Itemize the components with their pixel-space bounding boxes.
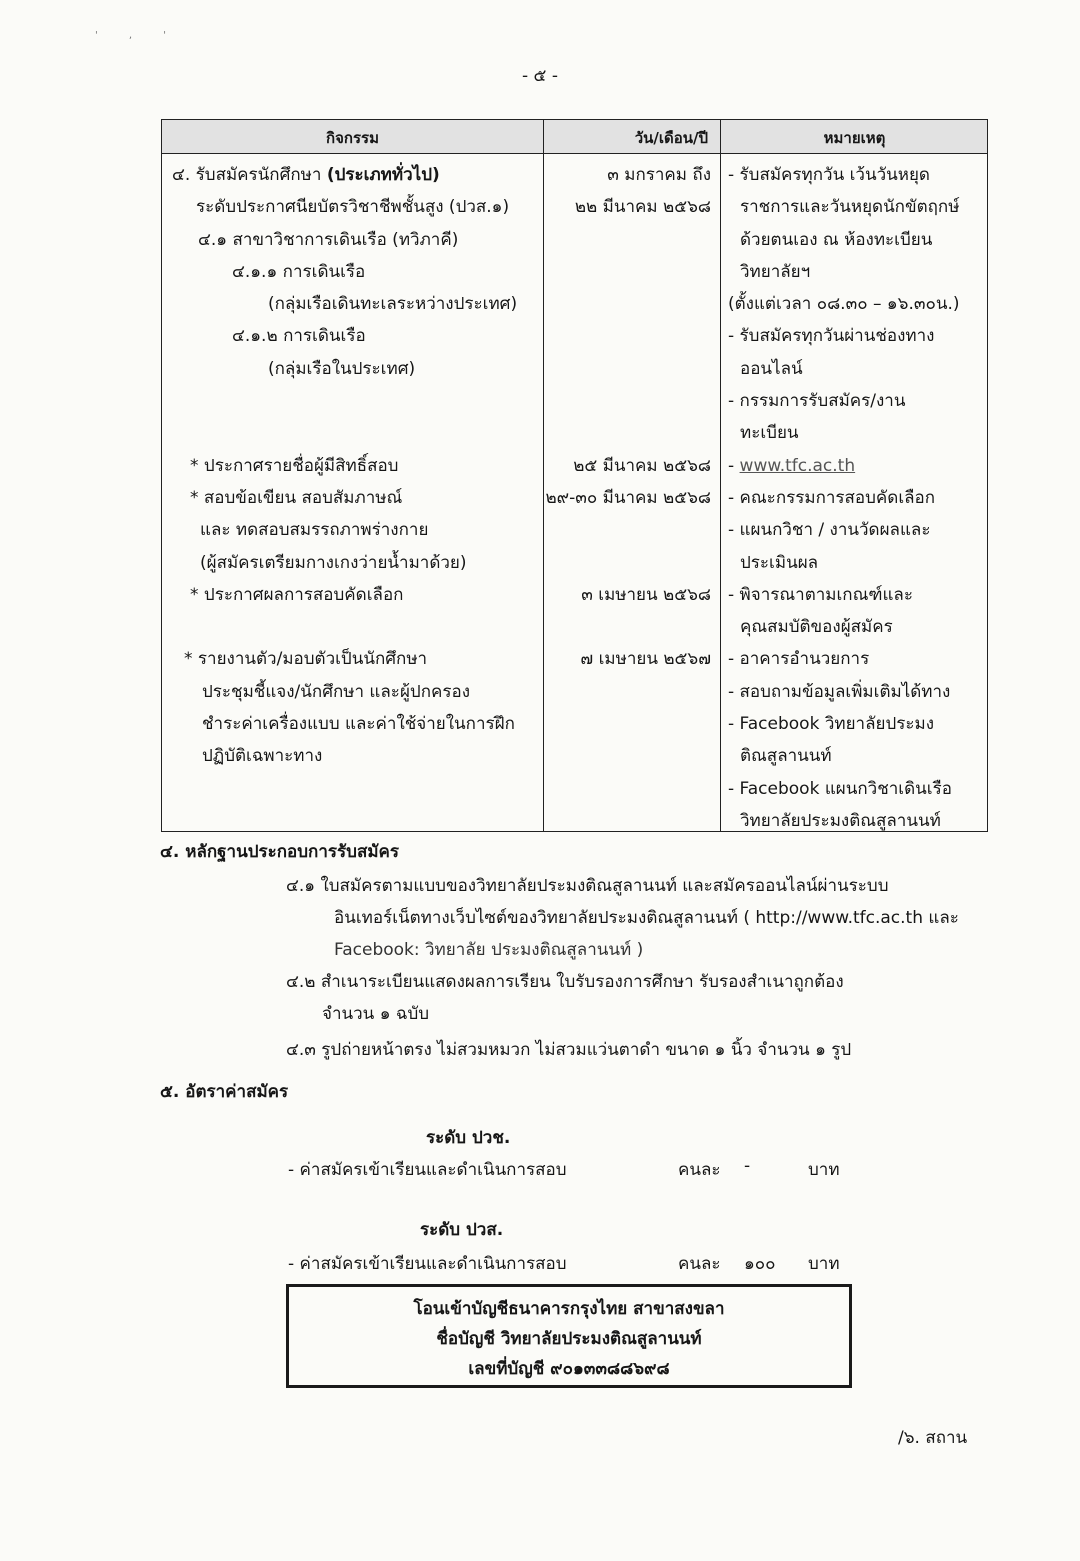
column-divider <box>720 120 721 831</box>
header-note: หมายเหตุ <box>823 129 886 147</box>
note-line: - รับสมัครทุกวันผ่านช่องทาง <box>728 326 935 347</box>
fee-unit: บาท <box>808 1160 840 1180</box>
note-line: ราชการและวันหยุดนักขัตฤกษ์ <box>740 197 960 218</box>
activity-column <box>172 159 517 773</box>
date-line: ๒๕ มีนาคม ๒๕๖๘ <box>573 455 711 476</box>
fee-item: - ค่าสมัครเข้าเรียนและดำเนินการสอบ <box>288 1254 567 1274</box>
fee-per: คนละ <box>678 1254 721 1274</box>
note-column <box>728 159 960 837</box>
note-line: - Facebook แผนกวิชาเดินเรือ <box>728 778 952 799</box>
activity-line: ๔.๑.๑ การเดินเรือ <box>232 261 366 282</box>
date-line <box>543 385 711 417</box>
date-line <box>543 288 711 320</box>
activity-line: * รายงานตัว/มอบตัวเป็นนักศึกษา <box>184 649 428 670</box>
bank-line: ชื่อบัญชี วิทยาลัยประมงติณสูลานนท์ <box>436 1329 702 1349</box>
date-line <box>543 417 711 449</box>
bank-line: โอนเข้าบัญชีธนาคารกรุงไทย สาขาสงขลา <box>413 1299 725 1319</box>
website-link[interactable]: www.tfc.ac.th <box>739 455 856 476</box>
section-4-item: จำนวน ๑ ฉบับ <box>322 1004 430 1024</box>
date-line: ๓ เมษายน ๒๕๖๘ <box>581 584 711 605</box>
note-line: (ตั้งแต่เวลา ๐๘.๓๐ – ๑๖.๓๐น.) <box>728 294 960 315</box>
activity-line: * สอบข้อเขียน สอบสัมภาษณ์ <box>190 487 403 508</box>
header-date: วัน/เดือน/ปี <box>634 129 708 147</box>
note-line: คุณสมบัติของผู้สมัคร <box>740 617 893 638</box>
date-line <box>543 353 711 385</box>
date-column <box>543 159 711 676</box>
fee-item: - ค่าสมัครเข้าเรียนและดำเนินการสอบ <box>288 1160 567 1180</box>
section-4-item: ๔.๑ ใบสมัครตามแบบของวิทยาลัยประมงติณสูลานนท์ และสมัครออนไลน์ผ่านระบบ <box>286 876 889 896</box>
activity-line: ๔.๑.๒ การเดินเรือ <box>232 326 366 347</box>
note-line: วิทยาลัยประมงติณสูลานนท์ <box>740 810 941 831</box>
note-line: ประเมินผล <box>740 552 819 573</box>
note-line: - แผนกวิชา / งานวัดผลและ <box>728 520 931 541</box>
activity-line: (กลุ่มเรือเดินทะเลระหว่างประเทศ) <box>268 294 518 315</box>
note-line: - รับสมัครทุกวัน เว้นวันหยุด <box>728 165 930 185</box>
scan-specks: ' , ' <box>95 30 181 41</box>
date-line: ๒๒ มีนาคม ๒๕๖๘ <box>574 197 711 218</box>
note-line: ทะเบียน <box>740 423 799 444</box>
date-line <box>543 224 711 256</box>
section-4-item: ๔.๒ สำเนาระเบียนแสดงผลการเรียน ใบรับรองการศึกษา รับรองสำเนาถูกต้อง <box>286 972 844 992</box>
activity-type-emphasis: (ประเภททั่วไป) <box>326 165 440 185</box>
fee-amount: ๑๐๐ <box>744 1254 776 1274</box>
date-line: ๗ เมษายน ๒๕๖๗ <box>580 649 711 670</box>
note-line: วิทยาลัยฯ <box>740 261 811 282</box>
level-name: ระดับ ปวช. <box>426 1128 511 1148</box>
activity-line: ๔.๑ สาขาวิชาการเดินเรือ (ทวิภาคี) <box>198 229 459 250</box>
note-line: ออนไลน์ <box>740 358 803 379</box>
fee-per: คนละ <box>678 1160 721 1180</box>
activity-line <box>172 385 517 417</box>
section-4-title: ๔. หลักฐานประกอบการรับสมัคร <box>160 842 400 862</box>
schedule-table <box>161 119 988 832</box>
fee-unit: บาท <box>808 1254 840 1274</box>
date-line <box>543 320 711 352</box>
activity-line: * ประกาศรายชื่อผู้มีสิทธิ์สอบ <box>190 455 399 476</box>
date-line <box>543 256 711 288</box>
activity-line <box>172 417 517 449</box>
date-line <box>543 514 711 546</box>
activity-line: (กลุ่มเรือในประเทศ) <box>268 358 416 379</box>
note-line: ด้วยตนเอง ณ ห้องทะเบียน <box>740 229 933 250</box>
activity-line: ประชุมชี้แจง/นักศึกษา และผู้ปกครอง <box>202 681 470 702</box>
note-line: - กรรมการรับสมัคร/งาน <box>728 391 906 412</box>
bank-account-box <box>286 1284 852 1388</box>
activity-line: ระดับประกาศนียบัตรวิชาชีพชั้นสูง (ปวส.๑) <box>196 197 510 218</box>
note-line: - สอบถามข้อมูลเพิ่มเติมได้ทาง <box>728 681 951 702</box>
note-line: - พิจารณาตามเกณฑ์และ <box>728 584 913 605</box>
date-line <box>543 547 711 579</box>
note-line: - คณะกรรมการสอบคัดเลือก <box>728 487 936 508</box>
note-line: - Facebook วิทยาลัยประมง <box>728 714 935 735</box>
fee-amount: - <box>744 1156 751 1176</box>
activity-line: * ประกาศผลการสอบคัดเลือก <box>190 584 404 605</box>
section-4-item: อินเทอร์เน็ตทางเว็บไซต์ของวิทยาลัยประมงติณสูลานนท์ ( http://www.tfc.ac.th และ <box>334 908 959 928</box>
date-line: ๒๙-๓๐ มีนาคม ๒๕๖๘ <box>545 487 711 508</box>
dash: - <box>728 455 740 476</box>
date-line: ๓ มกราคม ถึง <box>607 165 711 185</box>
activity-line <box>172 611 517 643</box>
section-4-item: ๔.๓ รูปถ่ายหน้าตรง ไม่สวมหมวก ไม่สวมแว่นตาดำ ขนาด ๑ นิ้ว จำนวน ๑ รูป <box>286 1040 852 1060</box>
continuation-marker: /๖. สถาน <box>898 1428 968 1448</box>
page-number: - ๕ - <box>522 66 558 86</box>
activity-line: และ ทดสอบสมรรถภาพร่างกาย <box>200 520 429 541</box>
note-line: - อาคารอำนวยการ <box>728 649 870 670</box>
activity-line: (ผู้สมัครเตรียมกางเกงว่ายน้ำมาด้วย) <box>200 552 467 573</box>
note-line: ติณสูลานนท์ <box>740 746 832 767</box>
header-activity: กิจกรรม <box>326 129 379 147</box>
level-name: ระดับ ปวส. <box>420 1220 504 1240</box>
activity-line: ชำระค่าเครื่องแบบ และค่าใช้จ่ายในการฝึก <box>202 714 515 735</box>
date-line <box>543 611 711 643</box>
section-4-item: Facebook: วิทยาลัย ประมงติณสูลานนท์ ) <box>334 940 644 960</box>
activity-line: ปฏิบัติเฉพาะทาง <box>202 746 323 767</box>
bank-account-number: เลขที่บัญชี ๙๐๑๓๓๘๘๖๙๘ <box>468 1359 670 1379</box>
activity-line: ๔. รับสมัครนักศึกษา (ประเภททั่วไป) <box>172 165 440 185</box>
section-5-title: ๕. อัตราค่าสมัคร <box>160 1082 289 1102</box>
